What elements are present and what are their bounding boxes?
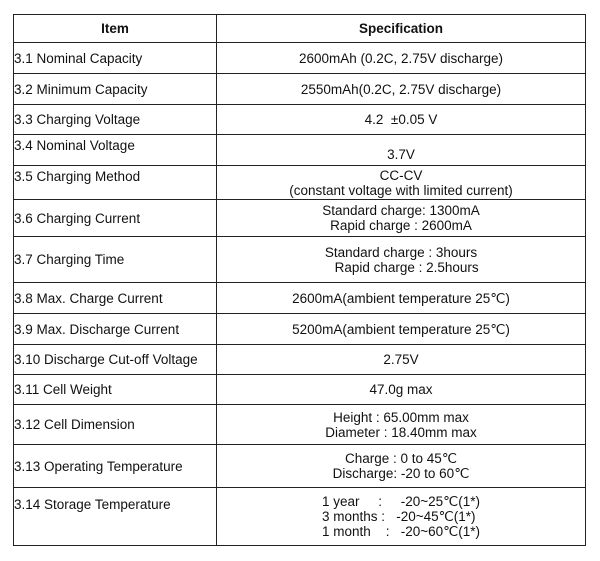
item-cell: 3.8 Max. Charge Current <box>14 283 217 314</box>
table-row <box>14 166 586 200</box>
spec-cell <box>217 74 586 105</box>
spec-line: (constant voltage with limited current) <box>289 182 513 198</box>
table-row <box>14 405 586 445</box>
table-row <box>14 135 586 166</box>
spec-cell <box>217 135 586 166</box>
item-cell: 3.10 Discharge Cut-off Voltage <box>14 345 217 375</box>
spec-line: 3 months : -20~45℃(1*) <box>321 509 476 524</box>
item-cell: 3.12 Cell Dimension <box>14 405 217 445</box>
table-row <box>14 445 586 488</box>
spec-cell <box>217 166 586 200</box>
spec-line: 3.7V <box>387 147 415 162</box>
header-row <box>14 15 586 43</box>
spec-cell <box>217 237 586 283</box>
spec-line: Height : 65.00mm max <box>333 409 469 425</box>
table-row <box>14 314 586 345</box>
spec-line: Discharge: -20 to 60℃ <box>332 466 470 481</box>
spec-line: 2550mAh(0.2C, 2.75V discharge) <box>300 81 502 97</box>
spec-line: 1 month : -20~60℃(1*) <box>321 524 481 539</box>
item-cell: 3.11 Cell Weight <box>14 375 217 405</box>
header-specification: Specification <box>217 15 586 43</box>
table-row <box>14 200 586 237</box>
spec-cell <box>217 345 586 375</box>
table-row <box>14 488 586 546</box>
item-cell: 3.7 Charging Time <box>14 237 217 283</box>
spec-cell <box>217 445 586 488</box>
spec-line: Standard charge: 1300mA <box>322 203 480 218</box>
spec-line: 4.2 ±0.05 V <box>364 112 438 127</box>
spec-line: Standard charge : 3hours <box>324 244 478 260</box>
spec-line: 2.75V <box>383 352 419 367</box>
item-cell: 3.13 Operating Temperature <box>14 445 217 488</box>
table-row <box>14 375 586 405</box>
item-cell: 3.4 Nominal Voltage <box>14 135 217 166</box>
spec-cell <box>217 283 586 314</box>
table-row <box>14 237 586 283</box>
storage-lines <box>322 494 480 539</box>
item-cell: 3.2 Minimum Capacity <box>14 74 217 105</box>
table-row <box>14 345 586 375</box>
spec-line: 2600mAh (0.2C, 2.75V discharge) <box>298 50 504 66</box>
spec-line: 2600mA(ambient temperature 25℃) <box>292 290 510 306</box>
item-cell: 3.14 Storage Temperature <box>14 488 217 546</box>
spec-line: 47.0g max <box>369 382 433 397</box>
spec-cell <box>217 200 586 237</box>
item-cell: 3.3 Charging Voltage <box>14 105 217 135</box>
item-cell: 3.6 Charging Current <box>14 200 217 237</box>
spec-line: CC-CV <box>379 167 423 183</box>
table-row <box>14 43 586 74</box>
spec-cell <box>217 405 586 445</box>
spec-line: Rapid charge : 2600mA <box>330 218 472 233</box>
header-item: Item <box>14 15 217 43</box>
spec-line: 5200mA(ambient temperature 25℃) <box>292 321 510 337</box>
spec-line: Rapid charge : 2.5hours <box>323 259 479 275</box>
spec-cell <box>217 375 586 405</box>
item-cell: 3.9 Max. Discharge Current <box>14 314 217 345</box>
spec-cell <box>217 43 586 74</box>
item-cell: 3.1 Nominal Capacity <box>14 43 217 74</box>
item-cell: 3.5 Charging Method <box>14 166 217 200</box>
table-row <box>14 105 586 135</box>
spec-cell <box>217 105 586 135</box>
spec-line: 1 year : -20~25℃(1*) <box>321 494 481 509</box>
table-row <box>14 74 586 105</box>
spec-line: Charge : 0 to 45℃ <box>345 451 457 466</box>
spec-cell <box>217 314 586 345</box>
spec-cell <box>217 488 586 546</box>
table-row <box>14 283 586 314</box>
specification-table <box>13 14 586 546</box>
spec-line: Diameter : 18.40mm max <box>325 424 477 440</box>
